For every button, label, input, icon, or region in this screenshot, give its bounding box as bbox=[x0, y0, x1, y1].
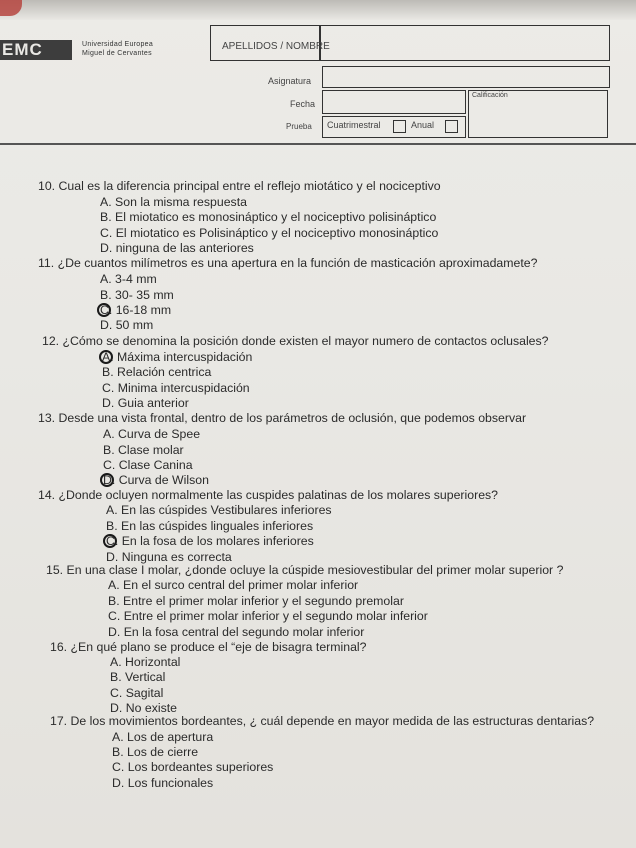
annual-label: Anual bbox=[411, 120, 435, 130]
option-16-d[interactable]: D. No existe bbox=[110, 701, 177, 715]
subject-field[interactable] bbox=[322, 66, 610, 88]
option-17-a[interactable]: A. Los de apertura bbox=[112, 730, 214, 744]
page-shadow bbox=[0, 0, 636, 20]
test-label: Prueba bbox=[286, 122, 312, 131]
option-13-d[interactable]: D. Curva de Wilson bbox=[103, 473, 209, 487]
option-11-a[interactable]: A. 3-4 mm bbox=[100, 272, 157, 286]
option-17-c[interactable]: C. Los bordeantes superiores bbox=[112, 760, 274, 774]
logo: EMC bbox=[0, 40, 72, 60]
header-divider bbox=[0, 143, 636, 145]
option-16-b[interactable]: B. Vertical bbox=[110, 670, 166, 684]
answer-circle-mark bbox=[97, 303, 111, 317]
option-17-b[interactable]: B. Los de cierre bbox=[112, 745, 199, 759]
option-11-c[interactable]: C. 16-18 mm bbox=[100, 303, 172, 317]
university-name: Universidad Europea Miguel de Cervantes bbox=[82, 41, 154, 57]
answer-circle-mark bbox=[99, 350, 113, 364]
subject-label: Asignatura bbox=[268, 76, 312, 86]
quarterly-label: Cuatrimestral bbox=[327, 120, 381, 130]
option-15-d[interactable]: D. En la fosa central del segundo molar inferior bbox=[108, 625, 365, 639]
question-14: 14. ¿Donde ocluyen normalmente las cuspides palatinas de los molares superiores? bbox=[38, 488, 499, 502]
option-14-b[interactable]: B. En las cúspides linguales inferiores bbox=[106, 519, 314, 533]
date-label: Fecha bbox=[290, 99, 316, 109]
date-field[interactable] bbox=[322, 90, 466, 114]
option-12-a[interactable]: A. Máxima intercuspidación bbox=[102, 350, 253, 364]
test-type-field bbox=[322, 116, 466, 138]
option-15-a[interactable]: A. En el surco central del primer molar inferior bbox=[108, 578, 359, 592]
option-17-d[interactable]: D. Los funcionales bbox=[112, 776, 214, 790]
option-13-b[interactable]: B. Clase molar bbox=[103, 443, 184, 457]
option-13-c[interactable]: C. Clase Canina bbox=[103, 458, 193, 472]
question-15: 15. En una clase I molar, ¿donde ocluye la cúspide mesiovestibular del primer molar superior ? bbox=[46, 563, 564, 577]
option-14-a[interactable]: A. En las cúspides Vestibulares inferiores bbox=[106, 503, 332, 517]
option-15-b[interactable]: B. Entre el primer molar inferior y el segundo premolar bbox=[108, 594, 404, 608]
option-12-d[interactable]: D. Guia anterior bbox=[102, 396, 189, 410]
option-14-c[interactable]: C. En la fosa de los molares inferiores bbox=[106, 534, 314, 548]
option-10-c[interactable]: C. El miotatico es Polisináptico y el nociceptivo monosináptico bbox=[100, 226, 439, 240]
option-10-b[interactable]: B. El miotatico es monosináptico y el nociceptivo polisináptico bbox=[100, 210, 437, 224]
option-10-d[interactable]: D. ninguna de las anteriores bbox=[100, 241, 254, 255]
question-17: 17. De los movimientos bordeantes, ¿ cuál depende en mayor medida de las estructuras dentarias? bbox=[50, 714, 595, 728]
grade-field[interactable] bbox=[468, 90, 608, 138]
answer-circle-mark bbox=[100, 473, 114, 487]
option-11-b[interactable]: B. 30- 35 mm bbox=[100, 288, 174, 302]
option-15-c[interactable]: C. Entre el primer molar inferior y el segundo molar inferior bbox=[108, 609, 428, 623]
option-10-a[interactable]: A. Son la misma respuesta bbox=[100, 195, 247, 209]
name-label: APELLIDOS / NOMBRE bbox=[222, 41, 330, 52]
option-16-a[interactable]: A. Horizontal bbox=[110, 655, 181, 669]
option-11-d[interactable]: D. 50 mm bbox=[100, 318, 154, 332]
question-12: 12. ¿Cómo se denomina la posición donde existen el mayor numero de contactos oclusales? bbox=[42, 334, 549, 348]
question-11: 11. ¿De cuantos milímetros es una apertura en la función de masticación aproximadamete? bbox=[38, 256, 538, 270]
quarterly-checkbox[interactable] bbox=[393, 120, 406, 133]
answer-circle-mark bbox=[103, 534, 117, 548]
option-12-b[interactable]: B. Relación centrica bbox=[102, 365, 212, 379]
option-16-c[interactable]: C. Sagital bbox=[110, 686, 164, 700]
option-14-d[interactable]: D. Ninguna es correcta bbox=[106, 550, 232, 564]
question-16: 16. ¿En qué plano se produce el “eje de bisagra terminal? bbox=[50, 640, 367, 654]
option-13-a[interactable]: A. Curva de Spee bbox=[103, 427, 201, 441]
grade-label: Calificación bbox=[472, 92, 508, 99]
option-12-c[interactable]: C. Minima intercuspidación bbox=[102, 381, 250, 395]
question-13: 13. Desde una vista frontal, dentro de los parámetros de oclusión, que podemos observar bbox=[38, 411, 527, 425]
question-10: 10. Cual es la diferencia principal entre el reflejo miotático y el nociceptivo bbox=[38, 179, 441, 193]
annual-checkbox[interactable] bbox=[445, 120, 458, 133]
